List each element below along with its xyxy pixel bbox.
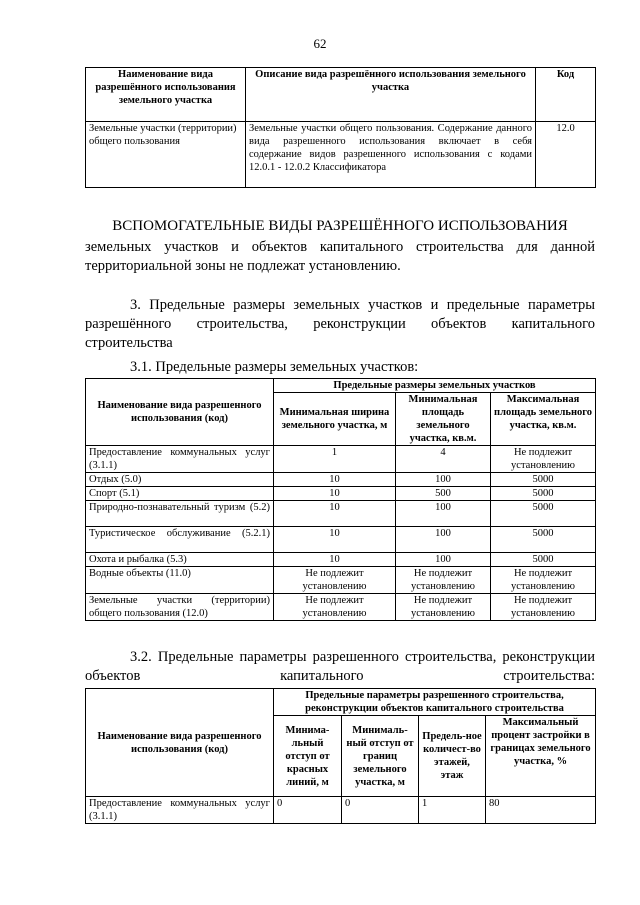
row-name: Предоставление коммунальных услуг (3.1.1): [86, 797, 274, 824]
row-floor-count: 1: [419, 797, 486, 824]
row-min-area: 100: [396, 527, 491, 553]
table-row: [86, 553, 596, 567]
row-name: Водные объекты (11.0): [86, 567, 274, 594]
header-boundary-setback: Минималь-ный отступ от границ земельного участка, м: [342, 716, 419, 797]
header-size-group: Предельные размеры земельных участков: [274, 379, 596, 393]
row-name: Спорт (5.1): [86, 487, 274, 501]
row-max-area: 5000: [491, 487, 596, 501]
row-max-coverage: 80: [486, 797, 596, 824]
row-max-area: Не подлежит установлению: [491, 594, 596, 621]
table-row: [86, 527, 596, 553]
table-row: [86, 594, 596, 621]
row-min-area: 100: [396, 553, 491, 567]
row-min-width: 10: [274, 501, 396, 527]
table-row: [86, 501, 596, 527]
row-min-width: 1: [274, 446, 396, 473]
row-boundary-setback: 0: [342, 797, 419, 824]
land-plot-size-table: [85, 378, 596, 621]
row-min-width: Не подлежит установлению: [274, 567, 396, 594]
table-row: [86, 122, 596, 188]
row-min-area: Не подлежит установлению: [396, 567, 491, 594]
use-code: 12.0: [536, 122, 596, 188]
row-name: Охота и рыбалка (5.3): [86, 553, 274, 567]
row-name: Предоставление коммунальных услуг (3.1.1): [86, 446, 274, 473]
header-max-coverage: Максимальный процент застройки в границах земельного участка, %: [486, 716, 596, 797]
header-parameters-group: Предельные параметры разрешенного строительства, реконструкции объектов капитального строительства: [274, 689, 596, 716]
table-row: [86, 487, 596, 501]
row-min-width: 10: [274, 473, 396, 487]
row-min-area: 4: [396, 446, 491, 473]
page-number: 62: [313, 36, 327, 51]
row-max-area: 5000: [491, 527, 596, 553]
header-min-area: Минимальная площадь земельного участка, кв.м.: [396, 393, 491, 446]
header-red-line-setback: Минима-льный отступ от красных линий, м: [274, 716, 342, 797]
row-red-line-setback: 0: [274, 797, 342, 824]
header-floor-count: Предель-ное количест-во этажей, этаж: [419, 716, 486, 797]
row-min-area: 100: [396, 501, 491, 527]
table-row: [86, 797, 596, 824]
row-min-width: Не подлежит установлению: [274, 594, 396, 621]
header-use-name: Наименование вида разрешенного использования (код): [86, 689, 274, 797]
table-row: [86, 473, 596, 487]
header-use-name: Наименование вида разрешенного использования (код): [86, 379, 274, 446]
row-max-area: 5000: [491, 473, 596, 487]
row-min-width: 10: [274, 487, 396, 501]
aux-uses-text: земельных участков и объектов капитального строительства для данной территориальной зоны не подлежат установлению.: [85, 239, 595, 274]
header-code: Код: [536, 68, 596, 122]
header-use-name: Наименование вида разрешённого использования земельного участка: [86, 68, 246, 122]
table-row: [86, 446, 596, 473]
use-name: Земельные участки (территории) общего пользования: [86, 122, 246, 188]
header-max-area: Максимальная площадь земельного участка, кв.м.: [491, 393, 596, 446]
row-name: Отдых (5.0): [86, 473, 274, 487]
aux-uses-title: ВСПОМОГАТЕЛЬНЫЕ ВИДЫ РАЗРЕШЁННОГО ИСПОЛЬЗОВАНИЯ: [112, 218, 568, 234]
row-max-area: Не подлежит установлению: [491, 567, 596, 594]
header-use-description: Описание вида разрешённого использования земельного участка: [246, 68, 536, 122]
row-min-width: 10: [274, 553, 396, 567]
row-min-area: 500: [396, 487, 491, 501]
row-name: Туристическое обслуживание (5.2.1): [86, 527, 274, 553]
section-3-heading: 3. Предельные размеры земельных участков и предельные параметры разрешённого строительства, реконструкции объектов капитального строительства: [85, 297, 595, 351]
row-max-area: Не подлежит установлению: [491, 446, 596, 473]
section-3-2-heading: 3.2. Предельные параметры разрешенного строительства, реконструкции объектов капитального строительства:: [85, 649, 595, 684]
row-min-area: 100: [396, 473, 491, 487]
row-name: Природно-познавательный туризм (5.2): [86, 501, 274, 527]
section-3-1-heading: 3.1. Предельные размеры земельных участков:: [130, 359, 419, 375]
row-max-area: 5000: [491, 501, 596, 527]
row-name: Земельные участки (территории) общего пользования (12.0): [86, 594, 274, 621]
row-min-width: 10: [274, 527, 396, 553]
table-row: [86, 567, 596, 594]
header-min-width: Минимальная ширина земельного участка, м: [274, 393, 396, 446]
row-max-area: 5000: [491, 553, 596, 567]
permitted-use-table: [85, 67, 596, 188]
row-min-area: Не подлежит установлению: [396, 594, 491, 621]
use-description: Земельные участки общего пользования. Содержание данного вида разрешенного использования включает в себя содержание видов разрешенного использования с кодами 12.0.1 - 12.0.2 Классификатора: [246, 122, 536, 188]
construction-parameters-table: [85, 688, 596, 824]
